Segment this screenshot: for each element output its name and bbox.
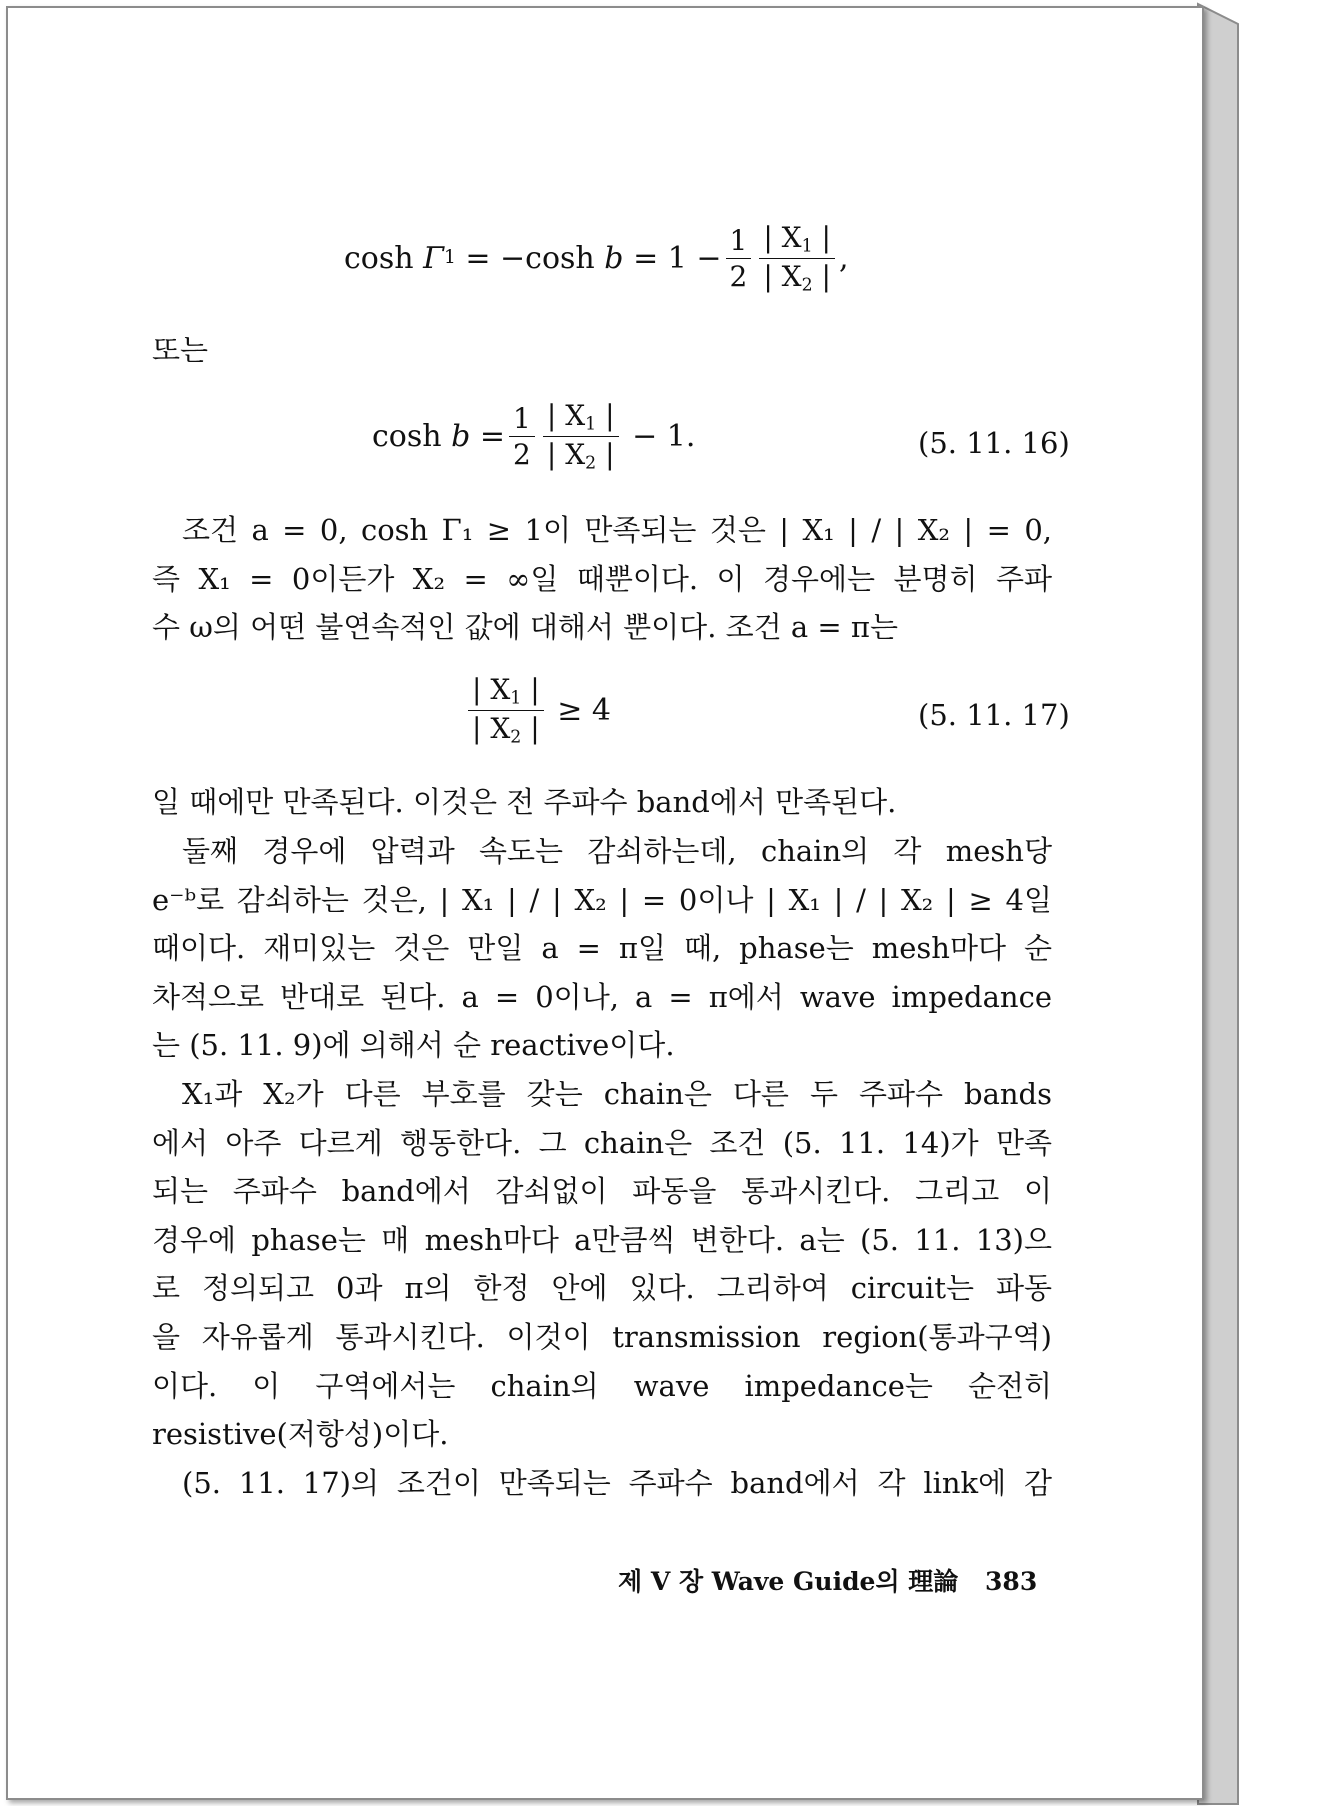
equation-ratio-bound: [464, 672, 611, 749]
eq2-half-fraction: [509, 401, 535, 472]
eq2-x-ratio-den: [543, 437, 619, 475]
eq3-x1-end: |: [521, 673, 540, 706]
eq2-x-ratio-num: [543, 398, 619, 437]
p4-line-7: 이다. 이 구역에서는 chain의 wave impedance는 순전히: [152, 1368, 1052, 1403]
eq2-frac-num: 1: [509, 401, 535, 437]
eq3-x2: | X: [472, 712, 511, 746]
p4-line-2: 에서 아주 다르게 행동한다. 그 chain은 조건 (5. 11. 14)가 만족: [152, 1125, 1052, 1160]
eq1-x-ratio: [759, 220, 835, 297]
paragraph-1: [152, 506, 1052, 652]
eq1-gamma-sub: 1: [443, 247, 456, 269]
eq3-x-ratio: [468, 672, 544, 749]
eq1-frac-den: 2: [729, 260, 748, 294]
eq1-middle: = −cosh: [465, 240, 595, 276]
p3-line-5: 는 (5. 11. 9)에 의해서 순 reactive이다.: [152, 1028, 675, 1063]
paragraph-3: [152, 827, 1052, 1070]
p4-line-8: resistive(저항성)이다.: [152, 1417, 449, 1452]
p1-line-2: 즉 X₁ = 0이든가 X₂ = ∞일 때뿐이다. 이 경우에는 분명히 주파: [152, 561, 1052, 596]
eq2-cosh: cosh: [372, 418, 442, 454]
eq3-x1-sub: 1: [510, 688, 522, 709]
eq1-tail: ,: [839, 240, 849, 276]
eq1-x1: | X: [763, 221, 802, 254]
eq1-cosh: cosh: [344, 240, 414, 276]
eq1-x1-end: |: [812, 221, 831, 254]
paragraph-5: [152, 1459, 1052, 1508]
eq3-x2-end: |: [521, 712, 540, 746]
connector-line: 또는: [152, 333, 209, 367]
connector-text: [152, 326, 1052, 375]
p2-line-1: 일 때에만 만족된다. 이것은 전 주파수 band에서 만족된다.: [152, 785, 897, 819]
eq1-x2-sub: 2: [801, 275, 813, 296]
paragraph-2: [152, 778, 1052, 827]
eq2-x2-sub: 2: [585, 453, 597, 474]
p3-line-3: 때이다. 재미있는 것은 만일 a = π일 때, phase는 mesh마다 순: [152, 931, 1052, 966]
eq2-x1-end: |: [596, 399, 615, 432]
eq1-x2-end: |: [812, 260, 831, 294]
eq2-x2-end: |: [596, 438, 615, 472]
p3-line-1: 둘째 경우에 압력과 속도는 감쇠하는데, chain의 각 mesh당: [182, 834, 1052, 868]
eq1-half-fraction: [726, 223, 752, 294]
eq1-gamma: Γ: [423, 240, 444, 276]
page-footer: [618, 1562, 1037, 1598]
eq1-x-ratio-den: [759, 259, 835, 297]
page-number: 383: [985, 1567, 1038, 1596]
p5-line-1: (5. 11. 17)의 조건이 만족되는 주파수 band에서 각 link에 감: [182, 1466, 1052, 1500]
p4-line-6: 을 자유롭게 통과시킨다. 이것이 transmission region(통과구역): [152, 1319, 1052, 1354]
p3-line-4: 차적으로 반대로 된다. a = 0이나, a = π에서 wave impedance: [152, 979, 1052, 1014]
eq3-x-ratio-den: [468, 711, 544, 749]
footer-chapter: 제 V 장 Wave Guide의 理論: [618, 1567, 959, 1596]
eq3-tail: ≥ 4: [557, 692, 611, 728]
eq1-x2: | X: [763, 260, 802, 294]
eq1-frac-num: 1: [726, 223, 752, 259]
eq2-x1-sub: 1: [585, 414, 597, 435]
equation-cosh-gamma: [344, 220, 849, 297]
eq2-b: b: [451, 418, 471, 454]
eq1-b: b: [604, 240, 624, 276]
eq1-x1-sub: 1: [801, 236, 813, 257]
eq2-frac-den: 2: [513, 438, 531, 472]
eq2-eqsign: =: [479, 418, 506, 454]
eq3-x2-sub: 2: [510, 727, 522, 748]
eq2-x2: | X: [546, 438, 586, 472]
eq3-number: (5. 11. 17): [918, 698, 1070, 732]
p4-line-1: X₁과 X₂가 다른 부호를 갖는 chain은 다른 두 주파수 bands: [182, 1077, 1052, 1111]
p1-line-3: 수 ω의 어떤 불연속적인 값에 대해서 뿐이다. 조건 a = π는: [152, 610, 898, 645]
p4-line-5: 로 정의되고 0과 π의 한정 안에 있다. 그리하여 circuit는 파동: [152, 1271, 1052, 1306]
p4-line-3: 되는 주파수 band에서 감쇠없이 파동을 통과시킨다. 그리고 이: [152, 1174, 1052, 1209]
p1-line-1: 조건 a = 0, cosh Γ₁ ≥ 1이 만족되는 것은 | X₁ | / | X₂ | = 0,: [182, 513, 1052, 547]
eq2-number: (5. 11. 16): [918, 426, 1070, 460]
eq3-x1: | X: [472, 673, 511, 706]
eq3-x-ratio-num: [468, 672, 544, 711]
book-page: [6, 6, 1204, 1800]
eq2-tail: − 1.: [632, 418, 696, 454]
eq2-x-ratio: [543, 398, 619, 475]
equation-cosh-b: [372, 398, 695, 475]
paragraph-4: [152, 1070, 1052, 1459]
eq2-x1: | X: [546, 399, 586, 432]
eq1-rhs: = 1 −: [633, 240, 722, 276]
book-spine-shape: [1198, 4, 1338, 1804]
p4-line-4: 경우에 phase는 매 mesh마다 a만큼씩 변한다. a는 (5. 11. 13)으: [152, 1222, 1052, 1257]
eq1-x-ratio-num: [759, 220, 835, 259]
p3-line-2: e⁻ᵇ로 감쇠하는 것은, | X₁ | / | X₂ | = 0이나 | X₁ | / | X₂ | ≥ 4일: [152, 882, 1052, 917]
